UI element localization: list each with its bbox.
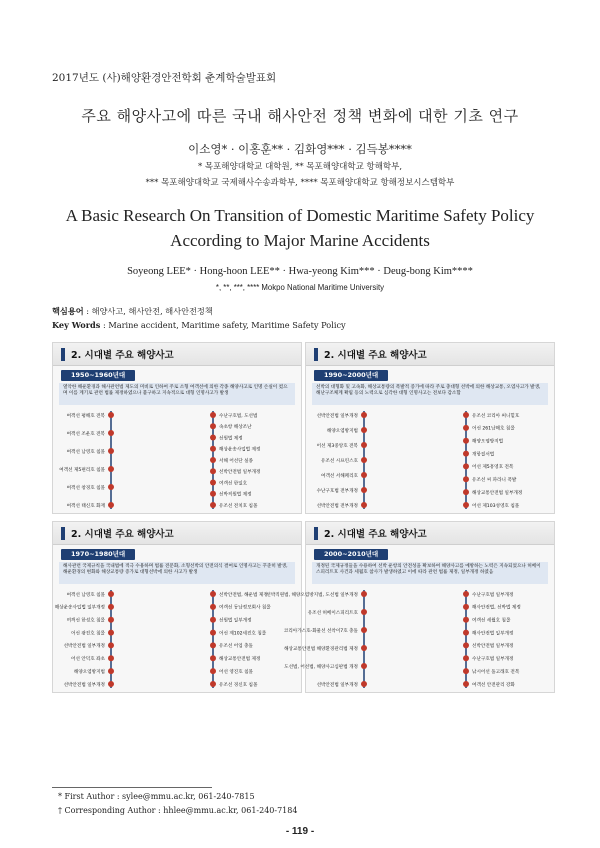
affiliation-korean-line1: * 목포해양대학교 대학원, ** 목포해양대학교 항해학부, xyxy=(197,162,403,172)
timeline-event-label: 해상교통안전법 해양환경관리법 제정 xyxy=(284,646,358,652)
keywords-korean xyxy=(52,306,213,317)
timeline-node xyxy=(108,591,114,597)
timeline-node xyxy=(361,591,367,597)
timeline-node xyxy=(108,617,114,623)
timeline-node xyxy=(463,412,469,418)
timeline-event-label: 유조선 시프린스호 xyxy=(321,458,358,464)
timeline-diagram xyxy=(53,407,301,513)
timeline-node xyxy=(361,502,367,508)
timeline-node xyxy=(108,430,114,436)
timeline-node xyxy=(108,466,114,472)
timeline-node xyxy=(463,425,469,431)
timeline-event-label: 해양오염방지법 xyxy=(472,439,504,445)
era-description: 개정된 국제규정들을 수용하여 선박 운항의 안전성을 확보하여 해양사고를 예방하는 노력은 지속되었으나 허베이스피리트호 사건과 세월호 참사가 발생하였고 이에 따라 관련 법률 제정, 일부개정 하였음 xyxy=(312,562,548,584)
timeline-event-label: 해양오염방지법 xyxy=(326,428,358,434)
timeline-event-label: 어선 광진호 침몰 xyxy=(71,631,105,637)
timeline-node xyxy=(210,435,216,441)
timeline-node xyxy=(108,604,114,610)
timeline-event-label: 여객선 평해호 전복 xyxy=(66,413,105,419)
timeline-event-label: 선박안전법 일부개정 xyxy=(316,682,358,688)
timeline-node xyxy=(361,681,367,687)
timeline-node xyxy=(210,655,216,661)
timeline-node xyxy=(210,457,216,463)
timeline-event-label: 선박직원법 제정 xyxy=(219,492,252,498)
timeline-event-label: 해양오염방지법 xyxy=(73,669,105,675)
panel-heading: 2. 시대별 주요 해양사고 xyxy=(53,343,301,366)
timeline-event-label: 유조선 씨 파라니 폭발 xyxy=(472,478,517,484)
timeline-node xyxy=(361,442,367,448)
authors-english: Soyeong LEE* · Hong-hoon LEE** · Hwa-yeong Kim*** · Deug-bong Kim**** xyxy=(127,266,473,277)
title-english xyxy=(0,203,600,253)
timeline-node xyxy=(361,427,367,433)
panel-1990s xyxy=(305,342,555,514)
timeline-event-label: 여객선 세월호 침몰 xyxy=(472,618,511,624)
timeline-node xyxy=(361,609,367,615)
timeline-node xyxy=(210,642,216,648)
timeline-event-label: 어선 영진호 침몰 xyxy=(219,669,253,675)
timeline-node xyxy=(108,630,114,636)
timeline-event-label: 선박안전법 전부개정 xyxy=(316,503,358,509)
keywords-english-label: Key Words xyxy=(52,320,101,330)
timeline-event-label: 여객선 안전관리 강화 xyxy=(472,682,515,688)
timeline-node xyxy=(463,681,469,687)
keywords-english-text: : Marine accident, Maritime safety, Maritime Safety Policy xyxy=(100,320,346,330)
timeline-node xyxy=(463,642,469,648)
timeline-event-label: 유조선 허베이스피리트호 xyxy=(307,610,358,616)
timeline-event-label: 여객선 남영호 침몰 xyxy=(66,449,105,455)
keywords-korean-text: : 해양사고, 해사안전, 해사안전정책 xyxy=(83,306,213,316)
timeline-event-label: 선박안전법 일부개정 xyxy=(63,682,105,688)
timeline-node xyxy=(210,446,216,452)
timeline-event-label: 코리아가스호-화물선 선착이7호 충돌 xyxy=(283,628,358,634)
timeline-event-label: 유조선 코리아 써니힐호 xyxy=(472,413,520,419)
timeline-node xyxy=(108,484,114,490)
timeline-node xyxy=(463,617,469,623)
era-band: 2000~2010년대 xyxy=(314,549,388,560)
timeline-node xyxy=(463,438,469,444)
timeline-event-label: 선원법 제정 xyxy=(219,436,243,442)
timeline-event-label: 어선 261남해호 침몰 xyxy=(472,426,515,432)
timeline-event-label: 낚시어선 돌고래호 전복 xyxy=(472,669,520,675)
timeline-node xyxy=(463,463,469,469)
affiliation-korean-line2: *** 목포해양대학교 국제해사수송과학부, **** 목포해양대학교 항해정보시스템학부 xyxy=(145,178,455,188)
timeline-node xyxy=(361,627,367,633)
timeline-event-label: 여객선 한성호 침몰 xyxy=(66,618,105,624)
timeline-node xyxy=(361,487,367,493)
timeline-node xyxy=(210,423,216,429)
panel-heading: 2. 시대별 주요 해양사고 xyxy=(306,522,554,545)
timeline-event-label: 어선 제103성영호 침몰 xyxy=(472,503,520,509)
timeline-node xyxy=(108,642,114,648)
timeline-node xyxy=(463,668,469,674)
timeline-event-label: 해상운송사업법 일부개정 xyxy=(54,605,105,611)
timeline-node xyxy=(361,457,367,463)
title-english-line2: According to Major Marine Accidents xyxy=(170,231,430,250)
timeline-event-label: 어선 안덕호 좌초 xyxy=(71,657,105,663)
timeline-node xyxy=(108,412,114,418)
timeline-node xyxy=(463,591,469,597)
timeline-node xyxy=(463,502,469,508)
keywords-english xyxy=(52,320,346,330)
timeline-node xyxy=(463,476,469,482)
timeline-node xyxy=(210,630,216,636)
timeline-node xyxy=(463,604,469,610)
timeline-event-label: 속초항 해상조난 xyxy=(219,425,252,431)
timeline-event-label: 어선 제102세진호 침몰 xyxy=(219,631,267,637)
title-english-line1: A Basic Research On Transition of Domestic Maritime Safety Policy xyxy=(65,206,535,225)
timeline-node xyxy=(210,480,216,486)
era-description: 열악한 해운환경과 해사관련법 제도의 미비로 인하여 주로 소형 여객선에 의한 각종 해양사고로 인명 손실이 컸으며 이를 계기로 관련 법률 제정하였으나 불구하고 지속적으로 대형 인명사고가 발생 xyxy=(59,383,295,405)
keywords-korean-label: 핵심용어 xyxy=(52,306,84,316)
timeline-event-label: 선박안전법 일부개정 xyxy=(472,644,514,650)
timeline-node xyxy=(108,502,114,508)
timeline-node xyxy=(108,681,114,687)
era-description: 선박의 대형화 및 고속화, 해상교통량의 폭발적 증가에 따라 주로 충대형 선박에 의한 해상교통, 오염사고가 발생, 해난구조체계 확립 등의 노력으로 심각한 대형 인명사고는 전보다 감소함 xyxy=(312,383,548,405)
title-korean: 주요 해양사고에 따른 국내 해사안전 정책 변화에 대한 기초 연구 xyxy=(81,107,519,125)
timeline-node xyxy=(210,617,216,623)
timeline-node xyxy=(361,663,367,669)
timeline-event-label: 선박안전법 일부개정 xyxy=(316,413,358,419)
timeline-event-label: 선박안전법, 해운법 제정 xyxy=(219,592,268,598)
timeline-diagram xyxy=(306,407,554,513)
footnote-divider xyxy=(52,787,212,788)
timeline-event-label: 여객선 남영호 침몰 xyxy=(66,592,105,598)
panel-heading: 2. 시대별 주요 해양사고 xyxy=(306,343,554,366)
timeline-node xyxy=(210,604,216,610)
timeline-event-label: 서해 어선단 실종 xyxy=(219,458,253,464)
authors-korean: 이소영* · 이홍훈** · 김화영*** · 김득봉**** xyxy=(188,142,412,156)
timeline-diagram xyxy=(53,586,301,692)
timeline-event-label: 유조선 경신호 침몰 xyxy=(219,682,258,688)
timeline-node xyxy=(463,451,469,457)
timeline-event-label: 선원법 일부개정 xyxy=(219,618,252,624)
timeline-event-label: 도선법, 어선법, 해양사고심판법 개정 xyxy=(284,664,358,670)
timeline-node xyxy=(210,491,216,497)
timeline-event-label: 여객선 제5편리호 침몰 xyxy=(59,467,105,473)
affiliation-english: *, **, ***, **** Mokpo National Maritime University xyxy=(215,283,385,292)
timeline-event-label: 수난구호법, 도선법 xyxy=(219,413,258,419)
timeline-event-label: 여객선 한일호 xyxy=(219,481,248,487)
timeline-node xyxy=(463,630,469,636)
timeline-node xyxy=(210,412,216,418)
timeline-event-label: 유조선 어업 충돌 xyxy=(219,644,253,650)
era-band: 1950~1960년대 xyxy=(61,370,135,381)
panel-1970s xyxy=(52,521,302,693)
timeline-event-label: 수난구호법 일부개정 xyxy=(472,657,514,663)
timeline-event-label: 해상운송사업법 제정 xyxy=(219,447,261,453)
footnote-first-author: * First Author : sylee@mmu.ac.kr, 061-240-7815 xyxy=(58,792,255,801)
timeline-event-label: 해사안전법 일부개정 xyxy=(472,631,514,637)
timeline-node xyxy=(108,655,114,661)
timeline-event-label: 개항질서법 xyxy=(472,452,495,458)
conference-header: 2017년도 (사)해양환경안전학회 춘계학술발표회 xyxy=(52,72,277,84)
timeline-node xyxy=(210,668,216,674)
era-description: 해사관련 국제규칙을 국내법에 적극 수용하며 법률 전문화, 소형선박의 안전의식 결여로 인명사고는 꾸준히 발생, 해운환경의 변화와 해상교통량 증가로 대형선박에 의한 사고가 발생 xyxy=(59,562,295,584)
panel-2000s xyxy=(266,521,555,693)
timeline-node xyxy=(108,448,114,454)
timeline-event-label: 수난구호법 전부개정 xyxy=(316,488,358,494)
timeline-event-label: 수난구호법 일부개정 xyxy=(472,592,514,598)
timeline-node xyxy=(463,655,469,661)
era-band: 1990~2000년대 xyxy=(314,370,388,381)
panel-1950s xyxy=(52,342,302,514)
timeline-node xyxy=(210,468,216,474)
timeline-node xyxy=(361,645,367,651)
timeline-event-label: 해사안전법, 선박법 제정 xyxy=(472,605,521,611)
page-number: - 119 - xyxy=(285,826,315,837)
timeline-event-label: 선박직원법, 해양오염방지법, 도선법 일부개정 xyxy=(266,592,358,598)
timeline-event-label: 여객선 동남정보회사 침몰 xyxy=(219,605,271,611)
timeline-diagram xyxy=(266,586,554,692)
panel-heading: 2. 시대별 주요 해양사고 xyxy=(53,522,301,545)
timeline-event-label: 어선 제3중앙호 전복 xyxy=(316,443,358,449)
timeline-node xyxy=(361,412,367,418)
timeline-node xyxy=(210,681,216,687)
timeline-event-label: 여객선 창경호 침몰 xyxy=(66,485,105,491)
timeline-node xyxy=(108,668,114,674)
footnote-corresponding-author: † Corresponding Author : hhlee@mmu.ac.kr, 061-240-7184 xyxy=(58,806,298,815)
timeline-event-label: 어선 제5흥영호 전복 xyxy=(472,465,514,471)
timeline-event-label: 선박안전법 일부개정 xyxy=(63,644,105,650)
timeline-event-label: 선박안전법 일부개정 xyxy=(219,470,261,476)
timeline-node xyxy=(463,489,469,495)
timeline-node xyxy=(210,502,216,508)
timeline-event-label: 여객선 서해페리호 xyxy=(321,473,358,479)
timeline-node xyxy=(361,472,367,478)
timeline-node xyxy=(210,591,216,597)
timeline-event-label: 여객선 조운호 전복 xyxy=(66,431,105,437)
era-band: 1970~1980년대 xyxy=(61,549,135,560)
timeline-event-label: 유조선 전치호 침몰 xyxy=(219,503,258,509)
timeline-event-label: 해상교통안전법 일부개정 xyxy=(472,490,523,496)
timeline-event-label: 해상교통안전법 제정 xyxy=(219,657,261,663)
timeline-event-label: 여객선 태신호 화재 xyxy=(66,503,105,509)
